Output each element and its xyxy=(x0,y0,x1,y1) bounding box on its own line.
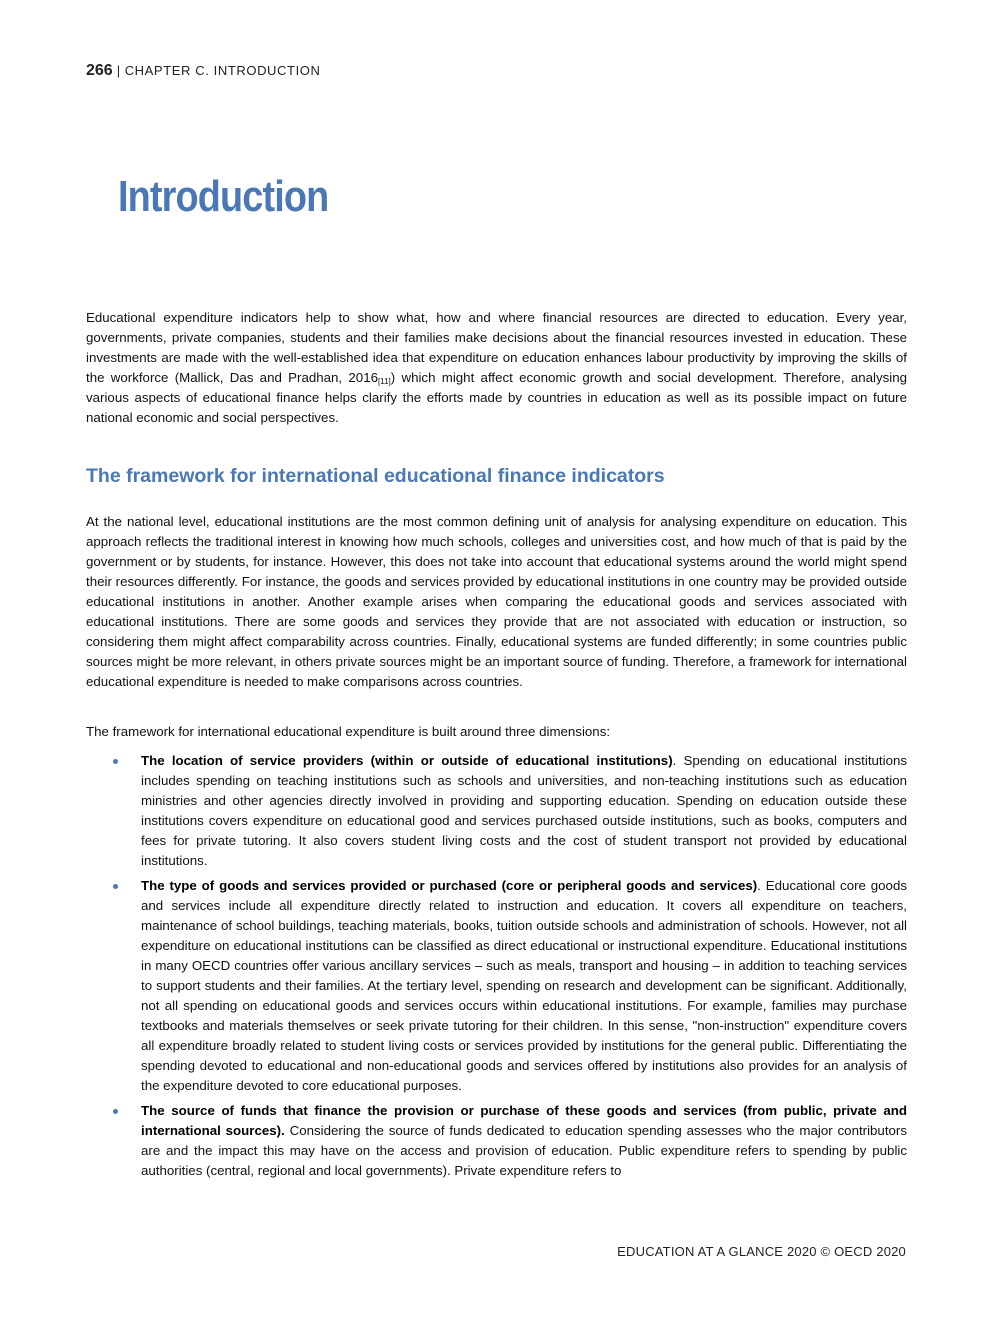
page-number: 266 xyxy=(86,62,113,79)
dimensions-intro-paragraph: The framework for international educational expenditure is built around three dimensions: xyxy=(86,724,611,739)
section-heading: The framework for international educational finance indicators xyxy=(86,465,665,487)
framework-paragraph: At the national level, educational institutions are the most common defining unit of analysis for analysing expenditure on education. This approach reflects the traditional interest in knowing how much schools, colleges and universities cost, and how much of that is paid by the government or by students, for instance. However, this does not take into account that educational systems around the world might spend their resources differently. For instance, the goods and services provided by educational institutions in one country may be provided outside educational institutions in another. Another example arises when comparing the educational goods and services associated with educational institutions. There are some goods and services they provide that are not associated with education or instruction, so considering them might affect comparability across countries. Finally, educational systems are funded differently; in some countries public sources might be more relevant, in others private sources might be an important source of funding. Therefore, a framework for international educational expenditure is needed to make comparisons across countries. xyxy=(86,514,907,689)
citation-link[interactable]: [11] xyxy=(378,377,391,386)
list-item-text: . Educational core goods and services include all expenditure directly related to instruction and education. It covers all expenditure on teachers, maintenance of school buildings, teaching materials, books, tuition outside schools and administration of schools. However, not all expenditure on educational institutions can be classified as direct educational or instructional expenditure. Educational institutions in many OECD countries offer various ancillary services – such as meals, transport and housing – in addition to teaching services to support students and their families. At the tertiary level, spending on research and development can be significant. Additionally, not all spending on educational goods and services occurs within educational institutions. For example, families may purchase textbooks and materials themselves or seek private tutoring for their children. In this sense, "non-instruction" expenditure covers all expenditure broadly related to student living costs or services provided by institutions for the general public. Differentiating the spending devoted to educational and non-educational goods and services offered by institutions also provides for an analysis of the expenditure devoted to core educational purposes. xyxy=(141,878,907,1093)
running-header xyxy=(86,62,321,80)
list-item xyxy=(86,876,907,1096)
bullet-icon xyxy=(113,759,118,764)
bullet-icon xyxy=(113,884,118,889)
intro-text-start: Educational expenditure indicators help to show what, how and where financial resources are directed to education. Every year, governments, private companies, students and their families make decisions about the financial resources invested in education. These investments are made with the well-established idea that expenditure on education enhances labour productivity by improving the skills of the workforce (Mallick, Das and Pradhan, 2016 xyxy=(86,310,907,385)
bullet-icon xyxy=(113,1109,118,1114)
chapter-label: CHAPTER C. INTRODUCTION xyxy=(124,63,321,78)
intro-text-end: ) which might affect economic growth and social development. Therefore, analysing various aspects of educational finance helps clarify the efforts made by countries in education as well as its possible impact on future national economic and social perspectives. xyxy=(86,370,907,425)
chapter-title: Introduction xyxy=(118,172,329,221)
list-item xyxy=(86,751,907,871)
header-separator: | xyxy=(116,63,121,78)
list-item-bold: The location of service providers (within or outside of educational institutions) xyxy=(141,753,673,768)
list-item-text: . Spending on educational institutions includes spending on teaching institutions such as schools and universities, and non-teaching institutions such as education ministries and other agencies directly involved in providing and supporting education. Spending on education outside these institutions covers expenditure on educational good and services purchased outside institutions, such as books, computers and fees for private tutoring. It also covers student living costs and the cost of student transport not provided by educational institutions. xyxy=(141,753,908,868)
list-item-bold: The type of goods and services provided or purchased (core or peripheral goods and services) xyxy=(141,878,758,893)
list-item-text: Considering the source of funds dedicated to education spending assesses who the major contributors are and the impact this may have on the access and provision of education. Public expenditure refers to spending by public authorities (central, regional and local governments). Private expenditure refers to xyxy=(141,1123,907,1178)
list-item-bold: The source of funds that finance the provision or purchase of these goods and services (from public, private and international sources). xyxy=(141,1103,907,1138)
dimensions-list xyxy=(86,751,907,1186)
running-footer: EDUCATION AT A GLANCE 2020 © OECD 2020 xyxy=(617,1244,906,1259)
list-item xyxy=(86,1101,907,1181)
intro-paragraph xyxy=(86,308,907,428)
